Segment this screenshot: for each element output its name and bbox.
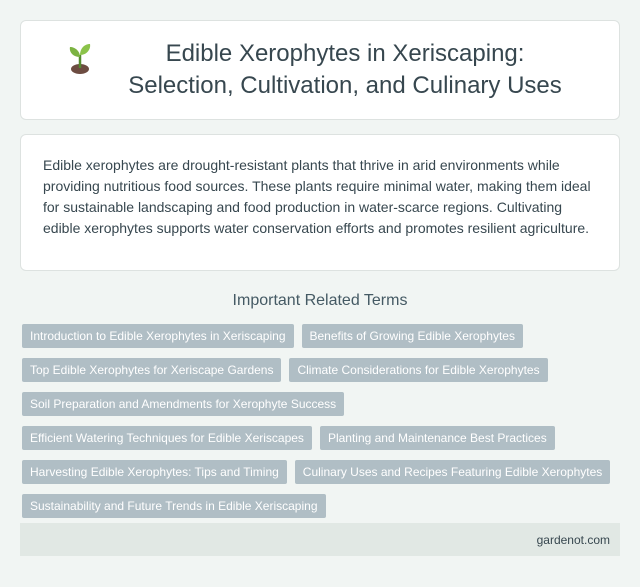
intro-paragraph: Edible xerophytes are drought-resistant plants that thrive in arid environments while providing nutritious food sources. These plants require minimal water, making them ideal for sustainable landscaping and food production in water-scarce regions. Cultivating edible xerophytes supports water conservation efforts and promotes resilient agriculture. xyxy=(43,157,591,236)
related-terms-list xyxy=(22,324,622,518)
footer xyxy=(20,523,620,556)
intro-card xyxy=(20,134,620,271)
footer-site-link[interactable]: gardenot.com xyxy=(536,532,610,547)
term-tag[interactable]: Sustainability and Future Trends in Edible Xeriscaping xyxy=(22,494,326,518)
sprout-icon xyxy=(60,40,100,76)
term-tag[interactable]: Soil Preparation and Amendments for Xerophyte Success xyxy=(22,392,344,416)
term-tag[interactable]: Culinary Uses and Recipes Featuring Edible Xerophytes xyxy=(295,460,611,484)
page-title: Edible Xerophytes in Xeriscaping: Selection, Cultivation, and Culinary Uses xyxy=(128,40,562,99)
term-tag[interactable]: Climate Considerations for Edible Xerophytes xyxy=(289,358,547,382)
term-tag[interactable]: Top Edible Xerophytes for Xeriscape Gardens xyxy=(22,358,281,382)
related-terms-heading: Important Related Terms xyxy=(232,292,408,309)
term-tag[interactable]: Introduction to Edible Xerophytes in Xeriscaping xyxy=(22,324,294,348)
term-tag[interactable]: Harvesting Edible Xerophytes: Tips and Timing xyxy=(22,460,287,484)
term-tag[interactable]: Efficient Watering Techniques for Edible Xeriscapes xyxy=(22,426,312,450)
term-tag[interactable]: Planting and Maintenance Best Practices xyxy=(320,426,555,450)
term-tag[interactable]: Benefits of Growing Edible Xerophytes xyxy=(302,324,523,348)
header-inner xyxy=(60,38,580,102)
header-card xyxy=(20,20,620,120)
